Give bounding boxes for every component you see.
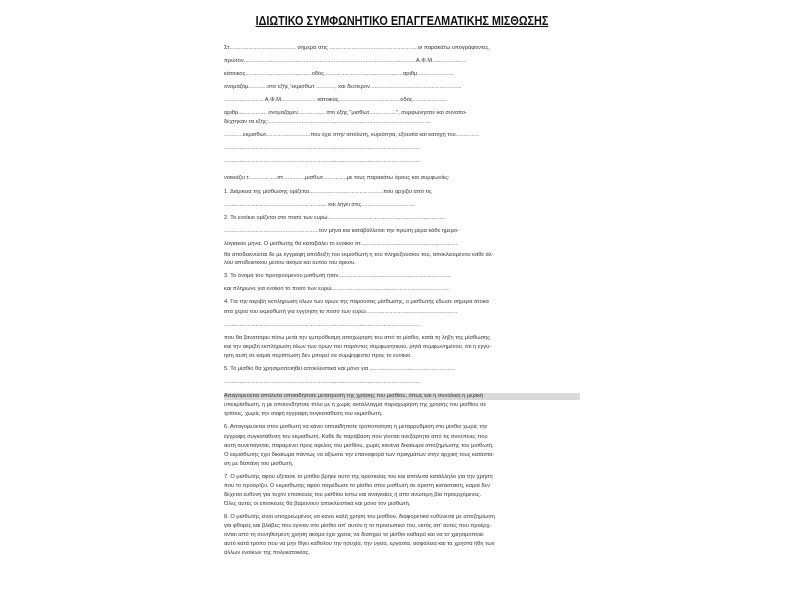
- clause-7-line-1: 7. Ο μισθωτής αφού εξέτασε το μίσθιο βρήκε αυτό της αρεσκείας του και απόλυτα κατάλληλο για την χρήση: [224, 474, 493, 480]
- clause-6-line-2: έγγραφη συγκατάθεση του εκμισθωτή. Κάθε δε παράβαση που γίνεται ανεξάρτητα από τις συνέπειες που: [224, 434, 488, 440]
- clause-6-line-4: Ο εκμισθωτής έχει δικαίωμα πάντως να αξιώσει την επαναφορά των πραγμάτων στην αρχική τους κατάστα-: [224, 452, 495, 458]
- clause-8-line-4: αυτό κατά τρόπο που να μην θίγει καθόλου την ησυχία, την υγεία, εργασία, ασφάλεια και τα χρηστά ήθη των: [224, 541, 495, 547]
- clause-5-line-2: ............................................................................................................................: [224, 379, 420, 385]
- clause-3-line-2: και πλήρωνε για ενοίκιο το ποσό των ευρώ...........................................................................: [224, 286, 451, 292]
- clause-6-line-3: αυτή συνεπάγεται, παραμένει προς όφελος του μισθίου, χωρίς κανένα δικαίωμα αποζημίωσης του μισθωτή.: [224, 443, 494, 449]
- clause-1-line-2: ................................................................. και λήγει στις..................................: [224, 202, 415, 208]
- clause-2-line-1: 2. Το ενοίκιο ορίζεται στο ποσό των ευρώ...........................................................................: [224, 215, 447, 221]
- clause-3-line-1: 3. Το όνομα του προηγούμενου μισθωτή ήταν.......................................................................: [224, 273, 451, 279]
- clause-8-line-5: άλλων ενοίκων της πολυκατοικίας.: [224, 550, 311, 556]
- clause-7-line-4: Όλες αυτές οι επισκευές θα βαρύνουν αποκλειστικά και μόνο τον μισθωτή.: [224, 501, 411, 507]
- party-line-3: κάτοικος..........................................οδός..................................................αριθμ.......................: [224, 71, 454, 77]
- party-line-6: αριθμ.................. ονομαζόμεν................. στο εξής "μισθωτ.................", συμφώνησαν και συναπο-: [224, 110, 468, 116]
- clause-5-line-4: υπεκμίσθωση, η με οποιονδήποτε τίτλο με ή χωρίς αντάλλαγμα παραχώρηση της χρήσης του μισθίου σε: [224, 402, 487, 408]
- clause-6-line-5: ση με δαπάνη του μισθωτή.: [224, 461, 294, 467]
- clause-5-line-5: τρίτους, χωρίς την σαφή έγγραφη συγκατάθεση του εκμισθωτή.: [224, 411, 383, 417]
- clause-4-line-4: που θα ξαναπάρει πίσω μετά την εμπρόθεσμη αποχώρησή του από το μίσθιο, κατά τη λήξη της μίσθωσης: [224, 335, 490, 341]
- clause-5-line-3: Απαγορεύεται απόλυτα οποιαδήποτε μετατροπή της χρήσης του μισθίου, όπως και η συνολική η μερική: [224, 393, 580, 400]
- clause-4-line-5: και την ακριβή εκπλήρωση όλων των όρων του παρόντος συμφωνητικού, ρητά συμφωνημένου, ότι η εγγύ-: [224, 344, 492, 350]
- contract-page: [218, 12, 586, 598]
- party-line-2: πρώτον.............................................................................................................Α.Φ.Μ.....................: [224, 58, 466, 64]
- clause-4-line-1: 4. Για την ακριβή εκπλήρωση όλων των όρων της παρούσας μίσθωσης, ο μισθωτής έδωσε σήμερα άτοκα: [224, 299, 489, 305]
- clause-5-line-1: 5. Το μίσθιο θα χρησιμοποιηθεί αποκλειστικά και μόνο για ......................................................: [224, 366, 456, 372]
- clause-4-line-6: ηση αυτή σε καμιά περίπτωση δεν μπορεί να συμψηφιστεί προς το ενοίκιο.: [224, 353, 412, 359]
- clause-8-line-2: για φθορές και βλάβες που έγιναν στο μίσθιο απ' αυτόν ή το προσωπικό του, εκτός απ' αυτές που προέρχ-: [224, 523, 492, 529]
- document-title: ΙΔΙΩΤΙΚΟ ΣΥΜΦΩΝΗΤΙΚΟ ΕΠΑΓΓΕΛΜΑΤΙΚΗΣ ΜΙΣΘΩΣΗΣ: [255, 14, 549, 28]
- property-line-3: ............................................................................................................................: [224, 158, 420, 164]
- clause-2-line-5: λου αποδεικτικού μέσου ακόμα και αυτού του όρκου.: [224, 260, 356, 266]
- property-line-1: ............εκμισθωτ............................που έχει στην απόλυτη, κυριότητα, εξουσία και κατοχή του...............: [224, 132, 480, 138]
- clause-7-line-2: που το προορίζει. Ο εκμισθωτής αφού παρέδωσε το μίσθιο στον μισθωτή σε άριστη κατάσταση, καμιά δεν: [224, 483, 490, 489]
- clause-6-line-1: 6. Απαγορεύεται στον μισθωτή να κάνει οποιαδήποτε τροποποίηση ή μεταρρύθμιση στο μίσθιο χωρίς την: [224, 424, 488, 430]
- property-line-2: ............................................................................................................................: [224, 145, 420, 151]
- clause-8-line-1: 8. Ο μισθωτής είναι υποχρεωμένος να κανει καλή χρήση του μισθίου, διαφορετικά ευθύνεται με αποζημίωση: [224, 514, 495, 520]
- clause-8-line-3: ονται από τη συνηθισμένη χρήση ακόμα έχει χρέος να διατηρεί το μίσθιο καθαρό και να το χρησιμοποιεί: [224, 532, 484, 538]
- rent-intro-line: νοικιάζει τ..................στ..............μισθωτ...............με τους παρακάτω όρους και συμφωνίες:: [224, 175, 450, 181]
- party-line-1: Στ.......................................... σήμερα στις ........................................................οι παρακάτω υπογράφοντες,: [224, 45, 491, 51]
- party-line-7: δέχτηκαν τα εξής:.......................................................................................................: [224, 119, 431, 125]
- clause-4-line-3: ............................................................................................................................: [224, 322, 420, 328]
- clause-7-line-3: δέχεται ευθύνη για τυχόν επισκευές του μισθίου έστω και αναγκαίες ή από ανώτερη βία προερχόμενες.: [224, 492, 482, 498]
- clause-2-line-3: λογιακού μήνα. Ο μισθωτής θα καταβάλει το ενοίκιο στ.............................................................: [224, 241, 458, 247]
- clause-4-line-2: στα χέρια του εκμισθωτή για εγγύηση το ποσό των ευρώ..........................................................: [224, 309, 458, 315]
- party-line-5: ......................... Α.Φ.Μ...................... κάτοικος.......................................οδός......................: [224, 97, 448, 103]
- party-line-4: ονομαζόμ............στο εξής 'εκμισθωτ ............, και δεύτερον..........................................................: [224, 84, 462, 90]
- clause-1-line-1: 1. Διάρκεια της μίσθωσης ορίζεται...............................................που αρχίζει από τις: [224, 189, 432, 195]
- clause-2-line-4: θα αποδεικνύεται δε με έγγραφη απόδειξη του εκμισθωτή η του πληρεξούσιου του, αποκλειομένου κάθε άλ-: [224, 252, 494, 258]
- clause-2-line-2: ............................................................τον μήνα και καταβάλλεται την πρώτη μέρα κάθε ημερο-: [224, 228, 460, 234]
